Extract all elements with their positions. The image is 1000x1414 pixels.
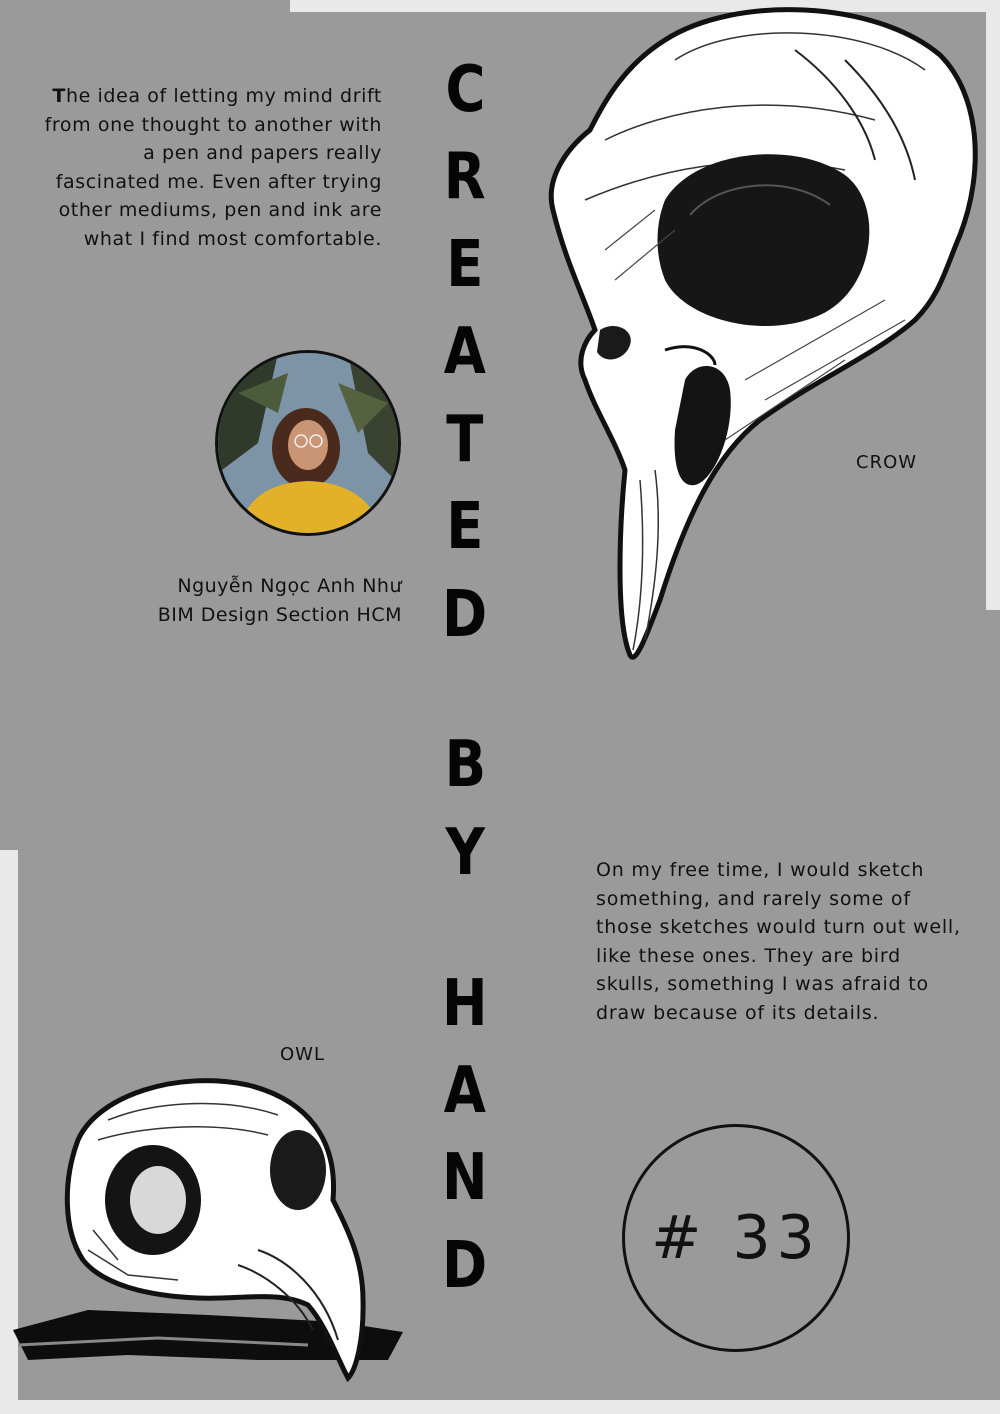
crow-label: CROW <box>856 452 918 473</box>
intro-dropcap: T <box>52 85 66 107</box>
author-name: Nguyễn Ngọc Anh Như <box>177 575 402 597</box>
title-letter: R <box>444 140 486 215</box>
title-letter: E <box>446 490 484 565</box>
author-credit <box>40 572 402 630</box>
title-letter: N <box>442 1141 488 1216</box>
title-letter: B <box>444 728 486 803</box>
title-letter: D <box>442 1228 488 1303</box>
issue-number: # 33 <box>651 1203 821 1273</box>
owl-skull-sketch <box>8 1060 413 1405</box>
crow-skull-sketch <box>545 0 985 670</box>
title-letter: C <box>445 53 485 127</box>
portrait-illustration <box>218 353 398 533</box>
author-portrait <box>215 350 401 536</box>
title-letter: T <box>446 402 484 477</box>
title-letter: H <box>442 966 488 1041</box>
intro-paragraph <box>40 82 382 254</box>
frame-right-border <box>986 0 1000 610</box>
author-section: BIM Design Section HCM <box>157 604 402 626</box>
title-letter: A <box>443 315 487 390</box>
crow-skull-illustration <box>545 0 985 670</box>
issue-number-badge <box>622 1124 850 1352</box>
vertical-title <box>432 53 498 1303</box>
owl-skull-illustration <box>8 1060 413 1405</box>
title-letter: E <box>446 227 484 302</box>
intro-text: he idea of letting my mind drift from one thought to another with a pen and papers really fascinated me. Even after trying other mediums, pen and ink are what I find most comfortable. <box>44 85 382 250</box>
owl-label: OWL <box>280 1044 325 1065</box>
body-paragraph: On my free time, I would sketch something, and rarely some of those sketches would turn out well, like these ones. They are bird skulls, something I was afraid to draw because of its details. <box>596 859 961 1024</box>
title-letter: A <box>443 1054 487 1129</box>
title-letter: Y <box>445 815 485 890</box>
title-letter: D <box>442 577 488 652</box>
